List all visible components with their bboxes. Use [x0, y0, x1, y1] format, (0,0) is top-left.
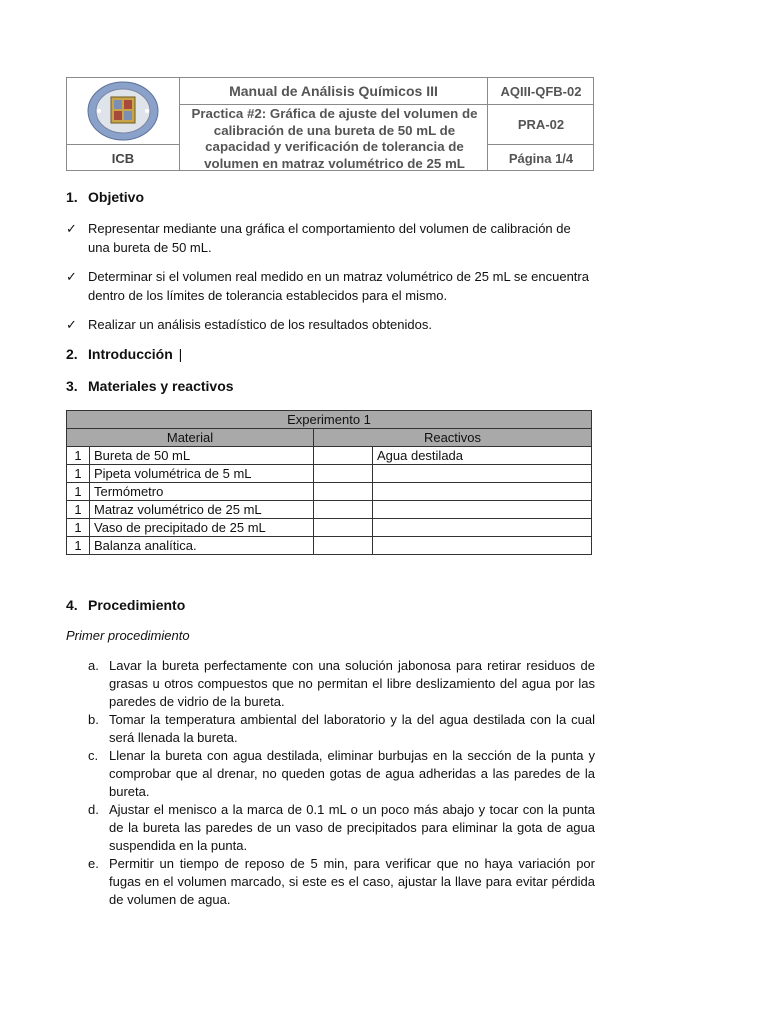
page-number: Página 1/4	[508, 150, 574, 166]
checkmark-icon: ✓	[66, 269, 77, 284]
empty-cell	[314, 501, 373, 519]
objective-item	[66, 219, 596, 257]
procedure-list	[88, 657, 595, 909]
column-header-reactivos: Reactivos	[314, 429, 592, 447]
material-cell: Matraz volumétrico de 25 mL	[90, 501, 314, 519]
quantity-cell: 1	[67, 483, 90, 501]
material-cell: Balanza analítica.	[90, 537, 314, 555]
section-title: Procedimiento	[88, 597, 186, 613]
material-cell: Vaso de precipitado de 25 mL	[90, 519, 314, 537]
list-item	[88, 657, 595, 711]
section-number: 3.	[66, 378, 78, 394]
step-text: Ajustar el menisco a la marca de 0.1 mL o un poco más abajo y tocar con la punta de la bureta las paredes de un vaso de precipitados para eliminar la gota de agua suspendida en la punta.	[109, 802, 595, 853]
quantity-cell: 1	[67, 501, 90, 519]
section-materiales-heading	[66, 378, 234, 394]
quantity-cell: 1	[67, 465, 90, 483]
logo-cell	[67, 78, 180, 145]
section-number: 1.	[66, 189, 78, 205]
step-text: Tomar la temperatura ambiental del laboratorio y la del agua destilada con la cual será llenada la bureta.	[109, 712, 595, 745]
materials-table	[66, 410, 592, 555]
reactivo-cell	[373, 501, 592, 519]
list-item	[88, 801, 595, 855]
practice-title: Practica #2: Gráfica de ajuste del volumen de calibración de una bureta de 50 mL de capacidad y verificación de tolerancia de volumen en matraz volumétrico de 25 mL	[180, 105, 488, 171]
step-text: Permitir un tiempo de reposo de 5 min, para verificar que no haya variación por fugas en el volumen marcado, si este es el caso, ajustar la llave para evitar pérdida de volumen de agua.	[109, 856, 595, 907]
list-item	[88, 747, 595, 801]
section-number: 4.	[66, 597, 78, 613]
empty-cell	[314, 519, 373, 537]
step-text: Lavar la bureta perfectamente con una solución jabonosa para retirar residuos de grasas u otros compuestos que no permitan el libre deslizamiento del agua por las paredes de vidrio de la bureta.	[109, 658, 595, 709]
section-introduccion-heading	[66, 346, 182, 362]
empty-cell	[314, 465, 373, 483]
step-label: b.	[88, 712, 99, 727]
table-row	[67, 447, 592, 465]
procedure-subtitle: Primer procedimiento	[66, 628, 190, 643]
empty-cell	[314, 483, 373, 501]
material-cell: Pipeta volumétrica de 5 mL	[90, 465, 314, 483]
empty-cell	[314, 447, 373, 465]
quantity-cell: 1	[67, 447, 90, 465]
reactivo-cell	[373, 537, 592, 555]
material-cell: Bureta de 50 mL	[90, 447, 314, 465]
column-header-material: Material	[67, 429, 314, 447]
section-title: Objetivo	[88, 189, 145, 205]
section-number: 2.	[66, 346, 78, 362]
section-objetivo-heading	[66, 189, 144, 205]
section-title: Introducción	[88, 346, 173, 362]
manual-title: Manual de Análisis Químicos III	[180, 78, 488, 105]
material-cell: Termómetro	[90, 483, 314, 501]
practice-code: PRA-02	[488, 105, 594, 145]
list-item	[88, 711, 595, 747]
reactivo-cell: Agua destilada	[373, 447, 592, 465]
document-code: AQIII-QFB-02	[488, 78, 594, 105]
empty-cell	[314, 537, 373, 555]
org-label: ICB	[67, 145, 180, 171]
university-seal-icon	[85, 80, 161, 142]
reactivo-cell	[373, 483, 592, 501]
checkmark-icon: ✓	[66, 221, 77, 236]
reactivo-cell	[373, 519, 592, 537]
objective-text: Representar mediante una gráfica el comportamiento del volumen de calibración de una bureta de 50 mL.	[88, 221, 571, 255]
step-label: e.	[88, 856, 99, 871]
step-label: d.	[88, 802, 99, 817]
text-cursor: |	[178, 346, 183, 362]
document-header-table	[66, 77, 594, 171]
section-title: Materiales y reactivos	[88, 378, 234, 394]
checkmark-icon: ✓	[66, 317, 77, 332]
objective-text: Determinar si el volumen real medido en un matraz volumétrico de 25 mL se encuentra dentro de los límites de tolerancia establecidos para el mismo.	[88, 269, 589, 303]
table-row	[67, 483, 592, 501]
step-text: Llenar la bureta con agua destilada, eliminar burbujas en la sección de la punta y comprobar que al drenar, no queden gotas de agua adheridas a las paredes de la bureta.	[109, 748, 595, 799]
table-row	[67, 465, 592, 483]
objective-text: Realizar un análisis estadístico de los resultados obtenidos.	[88, 317, 432, 332]
table-row	[67, 501, 592, 519]
table-title-row	[67, 411, 592, 429]
step-label: c.	[88, 748, 99, 763]
table-title: Experimento 1	[67, 411, 592, 429]
objective-item	[66, 267, 596, 305]
quantity-cell: 1	[67, 519, 90, 537]
objective-item	[66, 315, 596, 334]
table-row	[67, 519, 592, 537]
step-label: a.	[88, 658, 99, 673]
section-procedimiento-heading	[66, 597, 185, 613]
table-header-row	[67, 429, 592, 447]
list-item	[88, 855, 595, 909]
table-row	[67, 537, 592, 555]
reactivo-cell	[373, 465, 592, 483]
quantity-cell: 1	[67, 537, 90, 555]
